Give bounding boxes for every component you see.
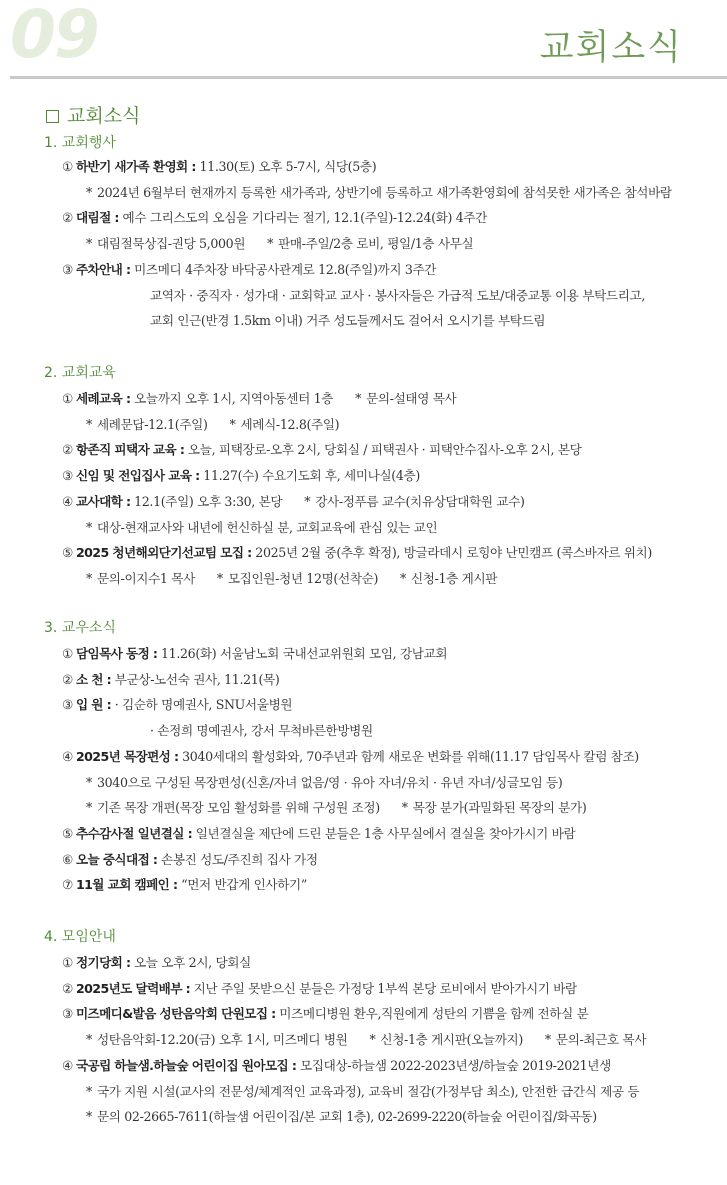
list-item — [62, 208, 487, 228]
asterisk-icon: * — [86, 416, 92, 432]
item-number: ⑤ — [62, 545, 73, 561]
item-number: ⑦ — [62, 877, 73, 893]
asterisk-icon: * — [86, 236, 92, 252]
item-text: 손봉진 성도/주진희 집사 가정 — [157, 851, 318, 867]
note-line — [86, 1107, 597, 1127]
asterisk-icon: * — [401, 800, 408, 816]
item-text: 미즈메디 4주차장 바닥공사관계로 12.8(주일)까지 3주간 — [130, 261, 437, 277]
page-number: 09 — [10, 0, 98, 73]
item-number: ① — [62, 955, 73, 970]
note-text: 신청-1층 게시판 — [410, 570, 498, 586]
item-label: 2025년 목장편성 : — [75, 748, 179, 764]
note-line — [86, 518, 437, 538]
list-item — [62, 466, 420, 486]
list-item — [62, 695, 292, 715]
continuation-line: 교회 인근(반경 1.5km 이내) 거주 성도들께서도 걸어서 오시기를 부탁드림 — [150, 313, 546, 329]
list-item — [62, 747, 639, 767]
note-text: 2024년 6월부터 현재까지 등록한 새가족과, 상반기에 등록하고 새가족환영회에 참석못한 새가족은 참석바람 — [96, 184, 672, 200]
asterisk-icon: * — [355, 391, 362, 406]
item-label: 대림절 : — [75, 210, 119, 226]
note-line — [86, 569, 497, 589]
item-label: 국공립 하늘샘.하늘숲 어린이집 원아모집 : — [75, 1057, 297, 1073]
note-text: 모집인원-청년 12명(선착순) — [227, 570, 379, 586]
section-title: 2. 교회교육 — [44, 365, 116, 381]
asterisk-icon: * — [304, 493, 311, 509]
note-text: 문의-최근호 목사 — [555, 1032, 647, 1048]
asterisk-icon: * — [86, 1083, 92, 1099]
item-label: 오늘 중식대접 : — [75, 851, 158, 867]
list-item — [62, 850, 318, 870]
item-label: 추수감사절 일년결실 : — [75, 825, 193, 841]
list-item — [62, 543, 652, 563]
note-text: 목장 분가(과밀화된 목장의 분가) — [412, 800, 587, 816]
item-text: 미즈메디병원 환우,직원에게 성탄의 기쁨을 함께 전하실 분 — [275, 1006, 589, 1022]
item-text: 2025년 2월 중(추후 확정), 방글라데시 로힝야 난민캠프 (콕스바자르 위치) — [251, 545, 652, 561]
item-label: 입 원 : — [75, 697, 112, 713]
note-text: 문의 02-2665-7611(하늘샘 어린이집/본 교회 1층), 02-2699-2220(하늘숲 어린이집/화곡동) — [96, 1109, 597, 1125]
item-number: ③ — [62, 697, 73, 713]
note-text: 세례식-12.8(주일) — [240, 416, 340, 432]
main-title-text: 교회소식 — [67, 105, 141, 127]
list-item — [62, 260, 436, 280]
list-item — [62, 1004, 588, 1024]
asterisk-icon: * — [86, 570, 92, 586]
main-title — [46, 103, 140, 129]
note-line — [86, 798, 586, 818]
item-number: ① — [62, 159, 73, 174]
item-text: 부군상-노선숙 권사, 11.21(목) — [111, 671, 280, 687]
asterisk-icon: * — [86, 774, 92, 790]
item-text: 지난 주일 못받으신 분들은 가정당 1부씩 본당 로비에서 받아가시기 바람 — [190, 980, 577, 996]
item-number: ③ — [62, 468, 73, 484]
item-text: 11.30(토) 오후 5-7시, 식당(5층) — [195, 159, 377, 174]
item-number: ① — [62, 646, 73, 661]
item-number: ② — [62, 442, 73, 458]
item-label: 하반기 새가족 환영회 : — [75, 159, 196, 174]
item-number: ② — [62, 980, 73, 996]
asterisk-icon: * — [544, 1032, 551, 1048]
item-number: ④ — [62, 1057, 73, 1073]
asterisk-icon: * — [229, 416, 236, 432]
item-number: ④ — [62, 493, 73, 509]
note-line — [86, 1082, 639, 1102]
list-item — [62, 492, 525, 512]
note-text: 대림절묵상집-권당 5,000원 — [96, 236, 246, 252]
asterisk-icon: * — [86, 519, 92, 535]
note-line — [86, 773, 562, 793]
note-line — [86, 415, 339, 435]
page-title: 교회소식 — [539, 28, 683, 68]
item-label: 항존직 피택자 교육 : — [75, 442, 185, 458]
item-note: 문의-설태영 목사 — [366, 391, 457, 406]
section-title: 1. 교회행사 — [44, 135, 116, 151]
item-number: ② — [62, 210, 73, 226]
item-text: 11.26(화) 서울남노회 국내선교위원회 모임, 강남교회 — [157, 646, 448, 661]
asterisk-icon: * — [216, 570, 223, 586]
item-number: ① — [62, 391, 73, 406]
item-text: 오늘 오후 2시, 당회실 — [130, 955, 251, 970]
item-text: · 김순하 명예권사, SNU서울병원 — [111, 697, 293, 713]
note-text: 성탄음악회-12.20(금) 오후 1시, 미즈메디 병원 — [96, 1032, 348, 1048]
item-number: ⑥ — [62, 851, 73, 867]
list-item — [62, 979, 577, 999]
square-bullet-icon — [46, 110, 59, 123]
asterisk-icon: * — [86, 1109, 92, 1125]
note-line — [86, 234, 473, 254]
note-text: 판매-주일/2층 로비, 평일/1층 사무실 — [278, 236, 474, 252]
header-divider — [10, 76, 727, 79]
item-label: 소 천 : — [75, 671, 112, 687]
note-line — [86, 1030, 646, 1050]
list-item — [62, 157, 376, 177]
item-label: 세례교육 : — [75, 391, 131, 406]
asterisk-icon: * — [86, 1032, 92, 1048]
item-label: 신임 및 전입집사 교육 : — [75, 468, 200, 484]
note-text: 문의-이지수1 목사 — [96, 570, 195, 586]
item-number: ② — [62, 671, 73, 687]
item-text: 예수 그리스도의 오심을 기다리는 절기, 12.1(주일)-12.24(화) 4주간 — [118, 210, 487, 226]
note-line — [86, 183, 672, 203]
section-title: 3. 교우소식 — [44, 620, 116, 636]
item-number: ⑤ — [62, 825, 73, 841]
item-text: 11.27(수) 수요기도회 후, 세미나실(4층) — [199, 468, 420, 484]
item-label: 주차안내 : — [75, 261, 131, 277]
item-label: 11월 교회 캠페인 : — [75, 877, 178, 893]
asterisk-icon: * — [267, 236, 274, 252]
continuation-line: · 손정희 명예권사, 강서 무척바른한방병원 — [150, 723, 373, 739]
asterisk-icon: * — [86, 800, 92, 816]
item-label: 미즈메디&발음 성탄음악회 단원모집 : — [75, 1006, 276, 1022]
item-label: 정기당회 : — [75, 955, 131, 970]
item-text: 모집대상-하늘샘 2022-2023년생/하늘숲 2019-2021년생 — [296, 1057, 611, 1073]
list-item — [62, 670, 279, 690]
item-number: ④ — [62, 748, 73, 764]
list-item — [62, 953, 251, 973]
list-item — [62, 440, 581, 460]
item-text: “먼저 반갑게 인사하기” — [177, 877, 307, 893]
list-item — [62, 644, 447, 664]
note-text: 3040으로 구성된 목장편성(신혼/자녀 없음/영 · 유아 자녀/유치 · 유년 자녀/싱글모임 등) — [96, 774, 563, 790]
item-label: 교사대학 : — [75, 493, 131, 509]
note-text: 신청-1층 게시판(오늘까지) — [380, 1032, 523, 1048]
item-label: 2025년도 달력배부 : — [75, 980, 191, 996]
list-item — [62, 875, 307, 895]
item-label: 2025 청년해외단기선교팀 모집 : — [75, 545, 252, 561]
section-title: 4. 모임안내 — [44, 929, 116, 945]
item-text: 오늘, 피택장로-오후 2시, 당회실 / 피택권사 · 피택안수집사-오후 2시, 본당 — [184, 442, 582, 458]
continuation-line: 교역자 · 중직자 · 성가대 · 교회학교 교사 · 봉사자들은 가급적 도보/대중교통 이용 부탁드리고, — [150, 287, 646, 303]
asterisk-icon: * — [86, 184, 92, 200]
list-item — [62, 1056, 611, 1076]
list-item — [62, 824, 575, 844]
item-text: 오늘까지 오후 1시, 지역아동센터 1층 — [130, 391, 334, 406]
note-text: 세례문답-12.1(주일) — [96, 416, 208, 432]
item-text: 12.1(주일) 오후 3:30, 본당 — [130, 493, 283, 509]
note-text: 대상-현재교사와 내년에 헌신하실 분, 교회교육에 관심 있는 교인 — [96, 519, 438, 535]
note-text: 국가 지원 시설(교사의 전문성/체계적인 교육과정), 교육비 절감(가정부담 최소), 안전한 급간식 제공 등 — [96, 1083, 640, 1099]
item-text: 일년결실을 제단에 드린 분들은 1층 사무실에서 결실을 찾아가시기 바람 — [192, 825, 576, 841]
asterisk-icon: * — [400, 570, 406, 586]
asterisk-icon: * — [369, 1032, 376, 1048]
item-note: 강사-정푸름 교수(치유상담대학원 교수) — [315, 493, 525, 509]
item-label: 담임목사 동정 : — [75, 646, 158, 661]
item-text: 3040세대의 활성화와, 70주년과 함께 새로운 변화를 위해(11.17 담임목사 칼럼 참조) — [178, 748, 639, 764]
list-item — [62, 389, 456, 409]
item-number: ③ — [62, 261, 73, 277]
item-number: ③ — [62, 1006, 73, 1022]
note-text: 기존 목장 개편(목장 모임 활성화를 위해 구성원 조정) — [96, 800, 380, 816]
